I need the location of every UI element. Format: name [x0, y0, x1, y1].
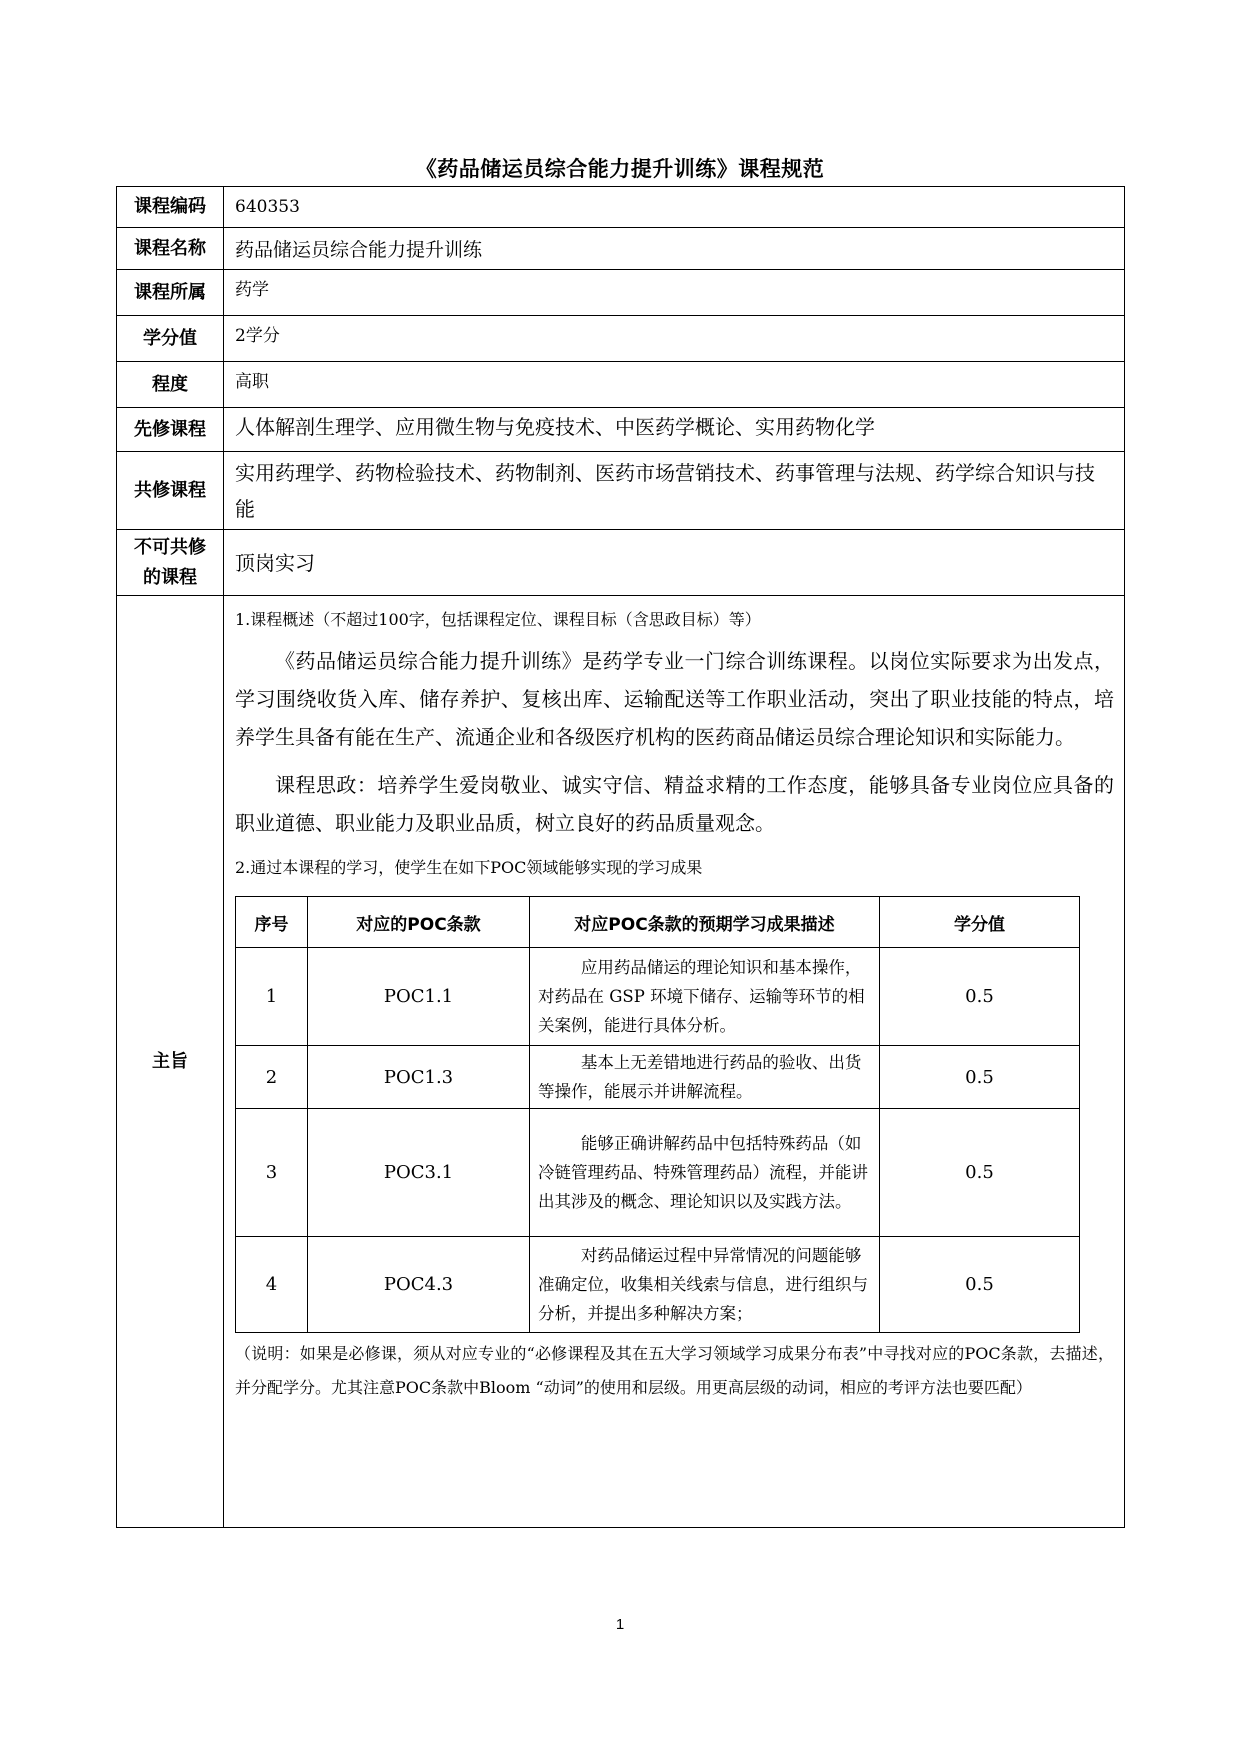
poc-row-credit: 0.5	[880, 1237, 1080, 1333]
label-course-name: 课程名称	[117, 228, 224, 270]
label-level: 程度	[117, 362, 224, 408]
value-level: 高职	[224, 362, 1125, 408]
ideology-paragraph: 课程思政：培养学生爱岗敬业、诚实守信、精益求精的工作态度，能够具备专业岗位应具备的职业道德、职业能力及职业品质，树立良好的药品质量观念。	[235, 773, 1114, 835]
table-row	[236, 1046, 1080, 1109]
table-row	[236, 1109, 1080, 1237]
poc-header-description: 对应POC条款的预期学习成果描述	[530, 897, 880, 948]
poc-row-code: POC1.1	[308, 948, 530, 1046]
poc-header-code: 对应的POC条款	[308, 897, 530, 948]
page-number: 1	[615, 1616, 625, 1633]
row-exclusive-courses	[117, 530, 1125, 596]
value-exclusive-courses: 顶岗实习	[224, 530, 1125, 596]
poc-row-code: POC1.3	[308, 1046, 530, 1109]
row-corequisites	[117, 452, 1125, 530]
poc-row-description: 对药品储运过程中异常情况的问题能够准确定位，收集相关线索与信息，进行组织与分析，并提出多种解决方案；	[530, 1237, 880, 1333]
poc-outcome-table	[235, 896, 1080, 1333]
poc-row-credit: 0.5	[880, 1046, 1080, 1109]
poc-table-header-row	[236, 897, 1080, 948]
row-course-affiliation	[117, 270, 1125, 316]
row-prerequisites	[117, 408, 1125, 452]
poc-row-code: POC3.1	[308, 1109, 530, 1237]
row-course-name	[117, 228, 1125, 270]
label-course-affiliation: 课程所属	[117, 270, 224, 316]
value-course-name: 药品储运员综合能力提升训练	[224, 228, 1125, 270]
poc-header-number: 序号	[236, 897, 308, 948]
value-corequisites: 实用药理学、药物检验技术、药物制剂、医药市场营销技术、药事管理与法规、药学综合知识与技能	[224, 452, 1125, 530]
row-credit	[117, 316, 1125, 362]
poc-row-credit: 0.5	[880, 948, 1080, 1046]
main-purpose-content	[224, 596, 1125, 1528]
poc-row-number: 1	[236, 948, 308, 1046]
value-prerequisites: 人体解剖生理学、应用微生物与免疫技术、中医药学概论、实用药物化学	[224, 408, 1125, 452]
label-course-code: 课程编码	[117, 187, 224, 228]
poc-row-description: 基本上无差错地进行药品的验收、出货等操作，能展示并讲解流程。	[530, 1046, 880, 1109]
poc-row-number: 3	[236, 1109, 308, 1237]
poc-row-credit: 0.5	[880, 1109, 1080, 1237]
label-main-purpose: 主旨	[117, 596, 224, 1528]
poc-row-description: 能够正确讲解药品中包括特殊药品（如冷链管理药品、特殊管理药品）流程，并能讲出其涉及的概念、理论知识以及实践方法。	[530, 1109, 880, 1237]
poc-row-code: POC4.3	[308, 1237, 530, 1333]
course-spec-table	[116, 186, 1125, 1528]
poc-row-description: 应用药品储运的理论知识和基本操作，对药品在 GSP 环境下储存、运输等环节的相关案例，能进行具体分析。	[530, 948, 880, 1046]
row-level	[117, 362, 1125, 408]
row-course-code	[117, 187, 1125, 228]
document-title: 《药品储运员综合能力提升训练》课程规范	[415, 157, 825, 181]
label-corequisites: 共修课程	[117, 452, 224, 530]
value-course-affiliation: 药学	[224, 270, 1125, 316]
value-credit: 2学分	[224, 316, 1125, 362]
poc-row-number: 4	[236, 1237, 308, 1333]
label-exclusive-courses-text: 不可共修的课程	[134, 536, 206, 588]
overview-paragraph: 《药品储运员综合能力提升训练》是药学专业一门综合训练课程。以岗位实际要求为出发点，学习围绕收货入库、储存养护、复核出库、运输配送等工作职业活动，突出了职业技能的特点，培养学生具备有能在生产、流通企业和各级医疗机构的医药商品储运员综合理论知识和实际能力。	[235, 649, 1114, 749]
label-exclusive-courses	[117, 530, 224, 596]
row-main-purpose	[117, 596, 1125, 1528]
overview-heading: 1.课程概述（不超过100字，包括课程定位、课程目标（含思政目标）等）	[235, 610, 761, 629]
value-course-code: 640353	[224, 187, 1125, 228]
outcome-heading: 2.通过本课程的学习，使学生在如下POC领域能够实现的学习成果	[235, 858, 703, 877]
explanation-note: （说明：如果是必修课，须从对应专业的“必修课程及其在五大学习领域学习成果分布表”中寻找对应的POC条款，去描述，并分配学分。尤其注意POC条款中Bloom “动词”的使用和层级。用更高层级的动词，相应的考评方法也要匹配）	[235, 1344, 1114, 1397]
table-row	[236, 1237, 1080, 1333]
label-prerequisites: 先修课程	[117, 408, 224, 452]
table-row	[236, 948, 1080, 1046]
poc-row-number: 2	[236, 1046, 308, 1109]
label-credit: 学分值	[117, 316, 224, 362]
poc-header-credit: 学分值	[880, 897, 1080, 948]
